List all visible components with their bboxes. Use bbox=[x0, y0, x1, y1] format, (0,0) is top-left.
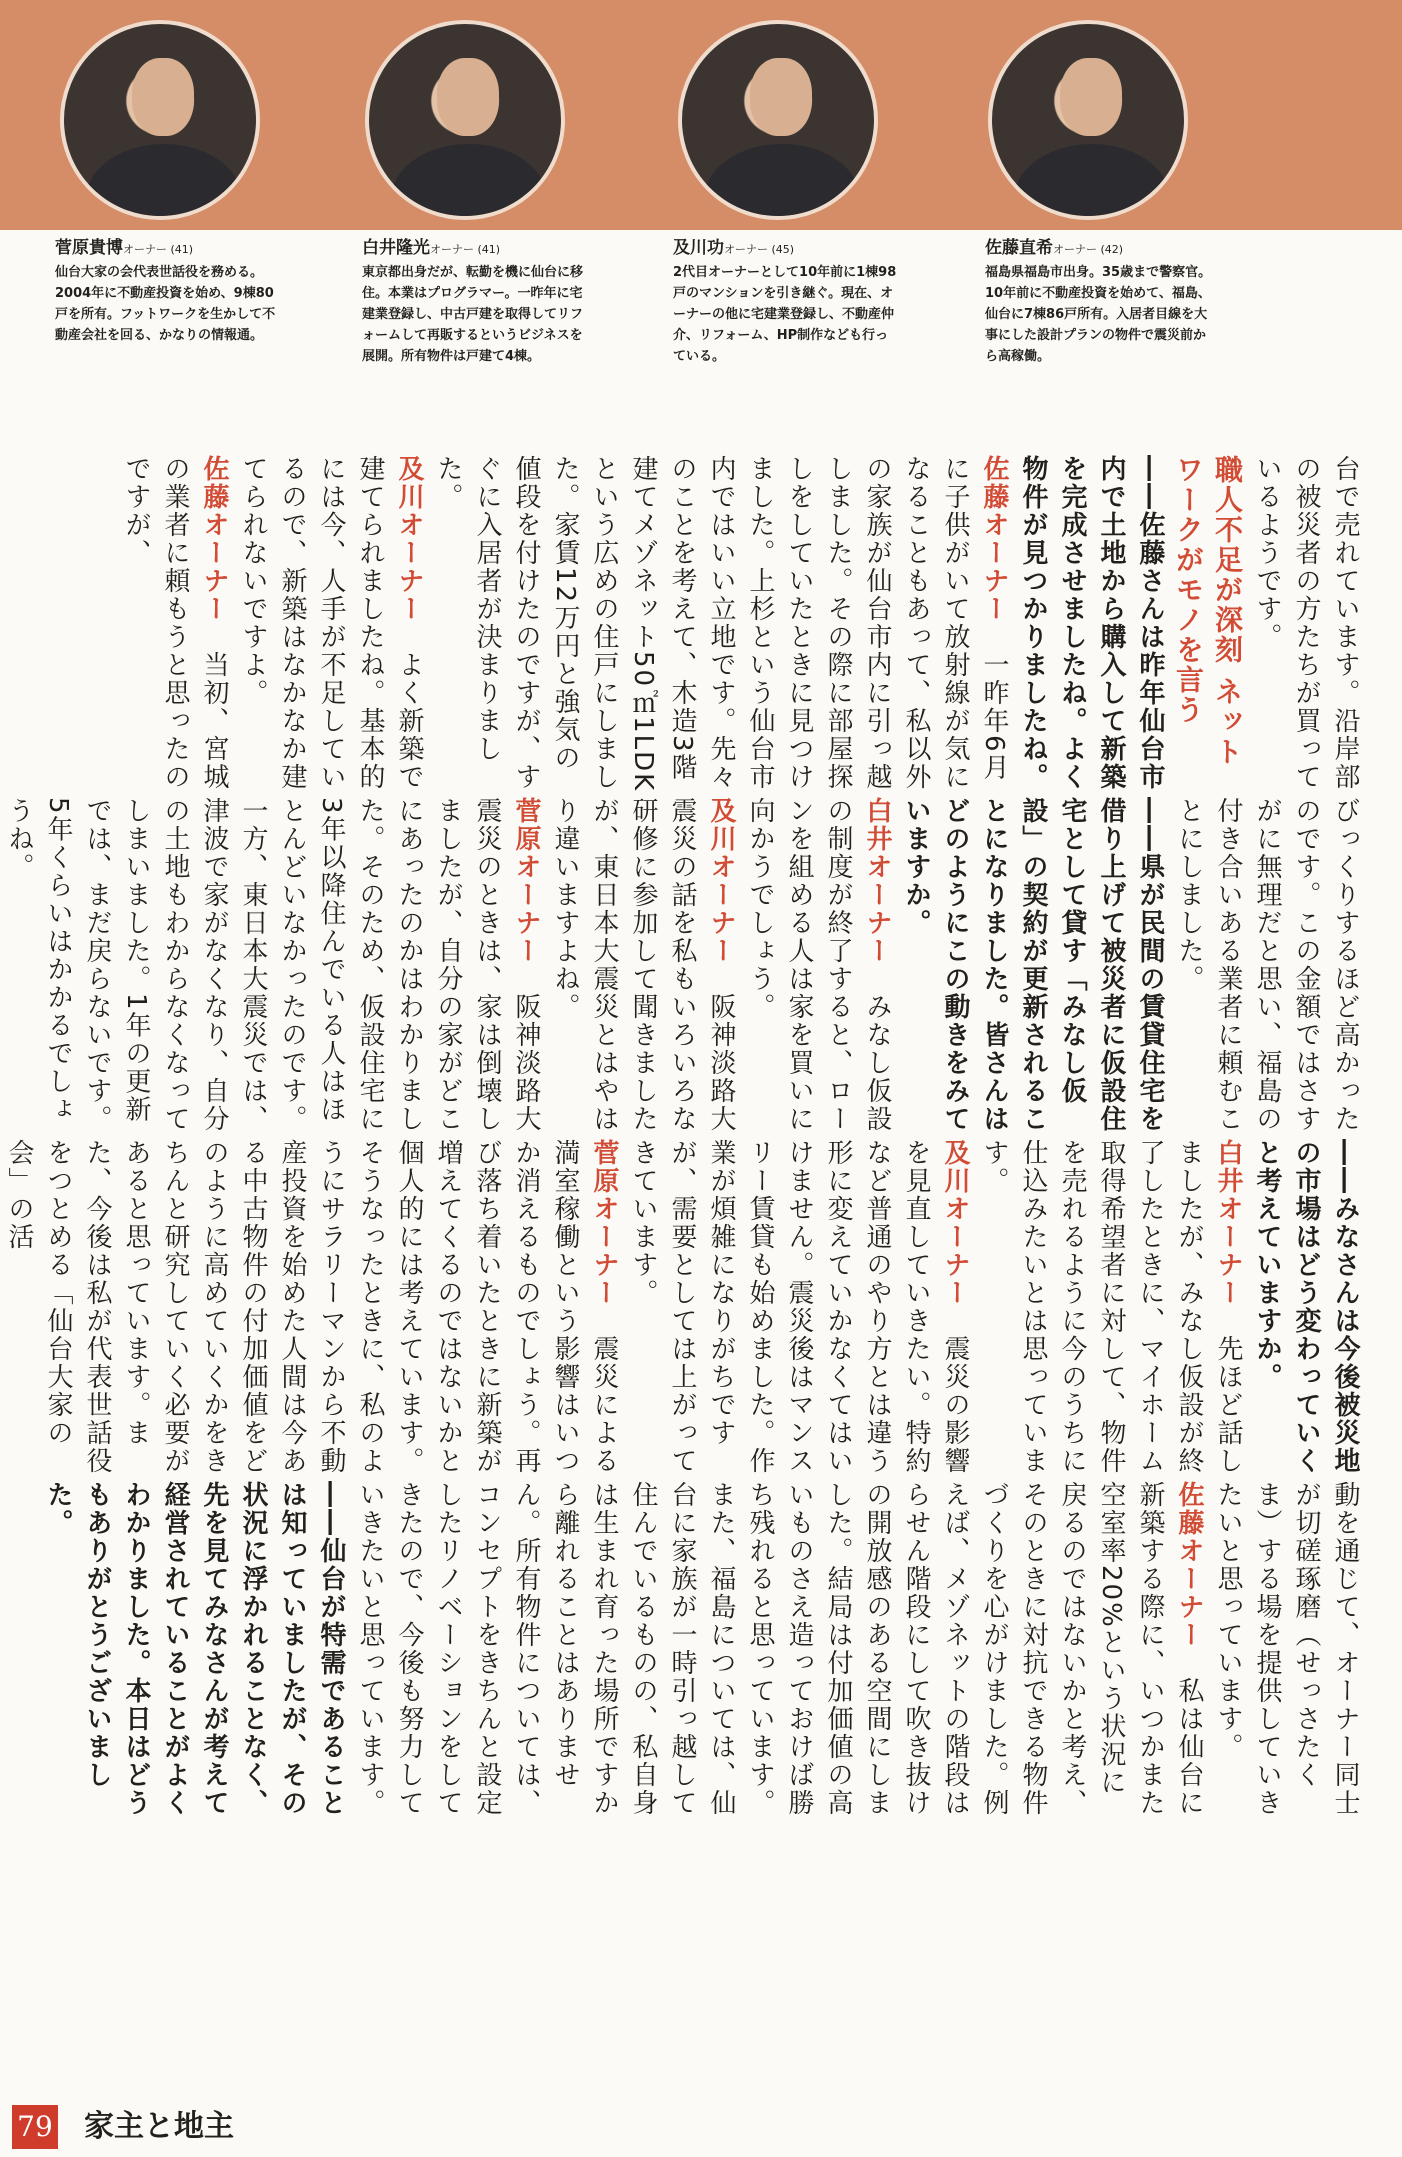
article-row-4 bbox=[42, 1481, 1364, 1821]
owner-role: オーナー (42) bbox=[1053, 243, 1124, 256]
owner-name: 菅原貴博 bbox=[55, 238, 123, 258]
owner-photo-1 bbox=[60, 20, 260, 220]
owner-name: 白井隆光 bbox=[362, 238, 430, 258]
owner-role: オーナー (41) bbox=[123, 243, 194, 256]
speaker-paragraph bbox=[740, 797, 896, 1137]
speaker-paragraph bbox=[428, 455, 1013, 795]
owner-desc: 2代目オーナーとして10年前に1棟98戸のマンションを引き継ぐ。現在、オーナーの他に宅建業登録し、不動産仲介、リフォーム、HP制作なども行っている。 bbox=[673, 265, 897, 364]
speaker-label: 菅原オーナー bbox=[511, 797, 541, 965]
body-paragraph: 動を通じて、オーナー同士が切磋琢磨（せっさたくま）する場を提供していきたいと思っています。 bbox=[1213, 1481, 1360, 1817]
article-row-2 bbox=[4, 797, 1364, 1137]
owner-role: オーナー (45) bbox=[724, 243, 795, 256]
speaker-paragraph bbox=[233, 455, 428, 795]
owner-name: 佐藤直希 bbox=[985, 238, 1053, 258]
speaker-paragraph bbox=[974, 1139, 1247, 1479]
speaker-label: 菅原オーナー bbox=[589, 1139, 619, 1307]
interviewer-question: ――県が民間の賃貸住宅を借り上げて被災者に仮設住宅として貸す「みなし仮設」の契約が更新されることになりました。皆さんはどのようにこの動きをみていますか。 bbox=[901, 797, 1165, 1133]
owner-profile bbox=[55, 236, 283, 346]
speaker-label: 及川オーナー bbox=[706, 797, 736, 965]
interview-article bbox=[4, 455, 1364, 1817]
speaker-text: 私は仙台に新築する際に、いつかまた空室率20%という状況に戻るのではないかと考え、そのときに対抗できる物件づくりを心がけました。例えば、メゾネットの階段はらせん階段にして吹き抜けの開放感のある空間にしました。結局は付加価値の高いものさえ造っておけば勝ち残れると思っています。また、福島については、仙台に家族が一時引っ越して住んでいるものの、私自身は生まれ育った場所ですから離れることはありません。所有物件については、コンセプトをきちんと設定したリノベーションをしてきたので、今後も努力していきたいと思っています。 bbox=[355, 1481, 1204, 1817]
owner-desc: 仙台大家の会代表世話役を務める。2004年に不動産投資を始め、9棟80戸を所有。フットワークを生かして不動産会社を回る、かなりの情報通。 bbox=[55, 265, 276, 343]
owner-role: オーナー (41) bbox=[430, 243, 501, 256]
owner-profile bbox=[673, 236, 901, 367]
body-paragraph: 台で売れています。沿岸部の被災者の方たちが買っているようです。 bbox=[1252, 455, 1360, 791]
page-number: 79 bbox=[12, 2105, 58, 2149]
owner-profile bbox=[985, 236, 1213, 367]
speaker-paragraph bbox=[116, 455, 233, 795]
owner-photo-4 bbox=[988, 20, 1188, 220]
speaker-text: 阪神淡路大震災の話を私もいろいろな研修に参加して聞きましたが、東日本大震災とはやはり違いますよね。 bbox=[550, 797, 736, 1133]
speaker-label: 佐藤オーナー bbox=[1174, 1481, 1204, 1649]
speaker-paragraph bbox=[623, 1139, 974, 1479]
article-row-3 bbox=[4, 1139, 1364, 1479]
speaker-label: 佐藤オーナー bbox=[199, 455, 229, 623]
speaker-text: 当初、宮城の業者に頼もうと思ったのですが、 bbox=[121, 455, 229, 791]
interviewer-question: ――みなさんは今後被災地の市場はどう変わっていくと考えていますか。 bbox=[1252, 1139, 1360, 1475]
owner-photo-3 bbox=[678, 20, 878, 220]
speaker-text: 震災による満室稼働という影響はいつか消えるものでしょう。再び落ち着いたときに新築が増えてくるのではないかと個人的には考えています。そうなったときに、私のようにサラリーマンから不動産投資を始めた人間は今ある中古物件の付加価値をどのように高めていくかをきちんと研究していく必要があると思っています。また、今後は私が代表世話役をつとめる「仙台大家の会」の活 bbox=[4, 1139, 619, 1475]
speaker-text: 一昨年6月に子供がいて放射線が気になることもあって、私以外の家族が仙台市内に引っ越しました。その際に部屋探しをしていたときに見つけました。上杉という仙台市内ではいい立地です。先々のことを考えて、木造3階建てメゾネット50㎡1LDKという広めの住戸にしました。家賃12万円と強気の値段を付けたのですが、すぐに入居者が決まりました。 bbox=[433, 455, 1009, 793]
speaker-label: 白井オーナー bbox=[862, 797, 892, 965]
speaker-paragraph bbox=[0, 1139, 623, 1479]
owner-desc: 福島県福島市出身。35歳まで警察官。10年前に不動産投資を始めて、福島、仙台に7棟86戸所有。入居者目線を大事にした設計プランの物件で震災前から高稼働。 bbox=[985, 265, 1212, 364]
speaker-paragraph bbox=[0, 797, 545, 1137]
interviewer-question: ――佐藤さんは昨年仙台市内で土地から購入して新築を完成させましたね。よく物件が見つかりましたね。 bbox=[1018, 455, 1165, 791]
speaker-paragraph bbox=[545, 797, 740, 1137]
owner-desc: 東京都出身だが、転勤を機に仙台に移住。本業はプログラマー。一昨年に宅建業登録し、中古戸建を取得してリフォームして再販するというビジネスを展開。所有物件は戸建て4棟。 bbox=[362, 265, 584, 364]
speaker-label: 及川オーナー bbox=[394, 455, 424, 623]
section-heading: 職人不足が深刻 ネットワークがモノを言う bbox=[1172, 455, 1244, 767]
speaker-label: 佐藤オーナー bbox=[979, 455, 1009, 623]
body-paragraph: びっくりするほど高かったのです。この金額ではさすがに無理だと思い、福島の付き合いある業者に頼むことにしました。 bbox=[1174, 797, 1360, 1133]
speaker-text: 先ほど話しましたが、みなし仮設が終了したときに、マイホーム取得希望者に対して、物件を売れるように今のうちに仕込みたいとは思っています。 bbox=[979, 1139, 1243, 1475]
article-row-1 bbox=[42, 455, 1364, 795]
owner-profile bbox=[362, 236, 590, 367]
speaker-paragraph bbox=[350, 1481, 1208, 1821]
speaker-text: 震災の影響を見直していきたい。特約など普通のやり方とは違う形に変えていかなくてはいけません。震災後はマンスリー賃貸も始めました。作業が煩雑になりがちですが、需要としては上がってきています。 bbox=[628, 1139, 970, 1475]
speaker-text: みなし仮設の制度が終了すると、ローンを組める人は家を買いに向かうでしょう。 bbox=[745, 797, 892, 1133]
interviewer-question: ――仙台が特需であることは知っていましたが、その状況に浮かれることなく、先を見てみなさんが考えて経営されていることがよくわかりました。本日はどうもありがとうございました。 bbox=[43, 1481, 346, 1817]
owner-name: 及川功 bbox=[673, 238, 724, 258]
speaker-text: よく新築で建てられましたね。基本的には今、人手が不足しているので、新築はなかなか建てられないですよ。 bbox=[238, 455, 424, 791]
speaker-label: 及川オーナー bbox=[940, 1139, 970, 1307]
owner-photo-2 bbox=[365, 20, 565, 220]
speaker-label: 白井オーナー bbox=[1213, 1139, 1243, 1307]
speaker-text: 阪神淡路大震災のときは、家は倒壊しましたが、自分の家がどこにあったのかはわかりました。そのため、仮設住宅に3年以降住んでいる人はほとんどいなかったのです。一方、東日本大震災では、津波で家がなくなり、自分の土地もわからなくなってしまいました。1年の更新では、まだ戻らないです。5年くらいはかかるでしょうね。 bbox=[4, 797, 541, 1133]
journal-title: 家主と地主 bbox=[84, 2109, 234, 2144]
